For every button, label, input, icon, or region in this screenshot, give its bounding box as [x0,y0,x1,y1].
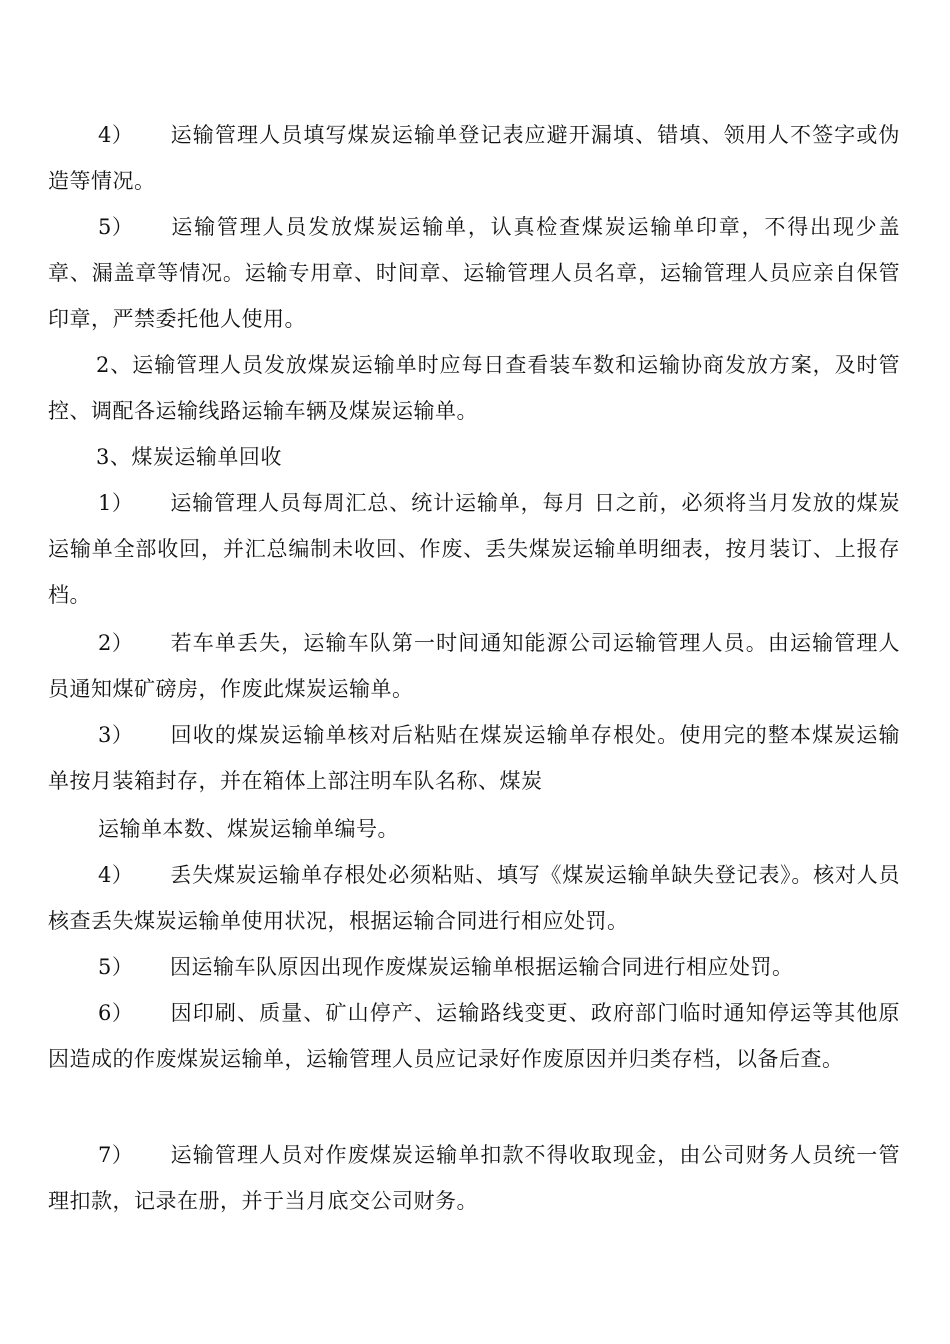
paragraph-text: 运输单本数、煤炭运输单编号。 [98,817,399,841]
item-number: 1） [98,491,134,515]
paragraph-item-4-missing-form [48,852,900,944]
paragraph-text: 回收的煤炭运输单核对后粘贴在煤炭运输单存根处。使用完的整本煤炭运输单按月装箱封存，并在箱体上部注明车队名称、煤炭 [48,723,900,793]
paragraph-item-5-seal-check [48,204,900,342]
item-number: 7） [98,1143,134,1167]
paragraph-item-7-deduction [48,1132,900,1224]
section-heading-3-collection [48,434,900,480]
paragraph-item-2-lost-ticket [48,620,900,712]
paragraph-text: 运输管理人员填写煤炭运输单登记表应避开漏填、错填、领用人不签字或伪造等情况。 [48,123,900,193]
paragraph-text: 丢失煤炭运输单存根处必须粘贴、填写《煤炭运输单缺失登记表》。核对人员核查丢失煤炭运输单使用状况，根据运输合同进行相应处罚。 [48,863,900,933]
paragraph-text: 运输管理人员对作废煤炭运输单扣款不得收取现金，由公司财务人员统一管理扣款，记录在册，并于当月底交公司财务。 [48,1143,900,1213]
item-number: 3） [98,723,134,747]
paragraph-item-3-continuation [98,806,900,852]
paragraph-item-5-penalty [48,944,900,990]
paragraph-item-6-void-reasons [48,990,900,1082]
paragraph-text: 运输管理人员发放煤炭运输单，认真检查煤炭运输单印章，不得出现少盖章、漏盖章等情况。运输专用章、时间章、运输管理人员名章，运输管理人员应亲自保管印章，严禁委托他人使用。 [48,215,900,331]
paragraph-text: 若车单丢失，运输车队第一时间通知能源公司运输管理人员。由运输管理人员通知煤矿磅房，作废此煤炭运输单。 [48,631,900,701]
paragraph-text: 因运输车队原因出现作废煤炭运输单根据运输合同进行相应处罚。 [170,955,794,979]
item-number: 6） [98,1001,134,1025]
item-number: 4） [98,863,134,887]
item-number: 5） [98,215,134,239]
paragraph-text: 因印刷、质量、矿山停产、运输路线变更、政府部门临时通知停运等其他原因造成的作废煤炭运输单，运输管理人员应记录好作废原因并归类存档，以备后查。 [48,1001,900,1071]
paragraph-item-4-registration [48,112,900,204]
section-heading-text: 3、煤炭运输单回收 [96,445,282,469]
paragraph-item-1-weekly-summary [48,480,900,618]
paragraph-text: 2、运输管理人员发放煤炭运输单时应每日查看装车数和运输协商发放方案，及时管控、调配各运输线路运输车辆及煤炭运输单。 [48,353,900,423]
item-number: 5） [98,955,134,979]
item-number: 2） [98,631,134,655]
item-number: 4） [98,123,134,147]
paragraph-section-2-daily-check [48,342,900,434]
paragraph-item-3-archive [48,712,900,804]
paragraph-text: 运输管理人员每周汇总、统计运输单，每月 日之前，必须将当月发放的煤炭运输单全部收回，并汇总编制未收回、作废、丢失煤炭运输单明细表，按月装订、上报存档。 [48,491,900,607]
